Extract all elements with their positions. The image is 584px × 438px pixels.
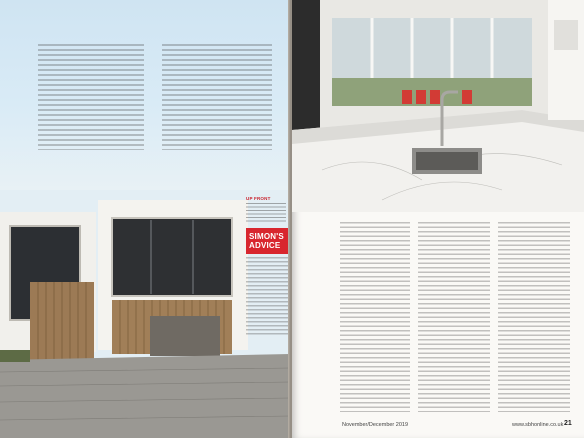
left-page bbox=[0, 0, 290, 438]
advice-quote-text bbox=[246, 257, 288, 337]
body-text-column-2 bbox=[162, 44, 272, 150]
body-text-column-1 bbox=[38, 44, 144, 150]
page-number: 21 bbox=[564, 420, 572, 427]
photo-caption-label: UP FRONT bbox=[246, 196, 271, 201]
footer-date: November/December 2019 bbox=[342, 422, 409, 428]
body-text-column-4 bbox=[418, 222, 490, 412]
photo-caption-text bbox=[246, 203, 286, 223]
footer-website: www.sbhonline.co.uk bbox=[512, 422, 564, 428]
kitchen-interior-photo bbox=[292, 0, 584, 212]
body-text-column-3 bbox=[340, 222, 410, 412]
advice-title: SIMON'S ADVICE bbox=[246, 228, 288, 254]
advice-pullquote bbox=[246, 228, 288, 358]
right-page bbox=[292, 0, 584, 438]
body-text-column-5 bbox=[498, 222, 570, 412]
